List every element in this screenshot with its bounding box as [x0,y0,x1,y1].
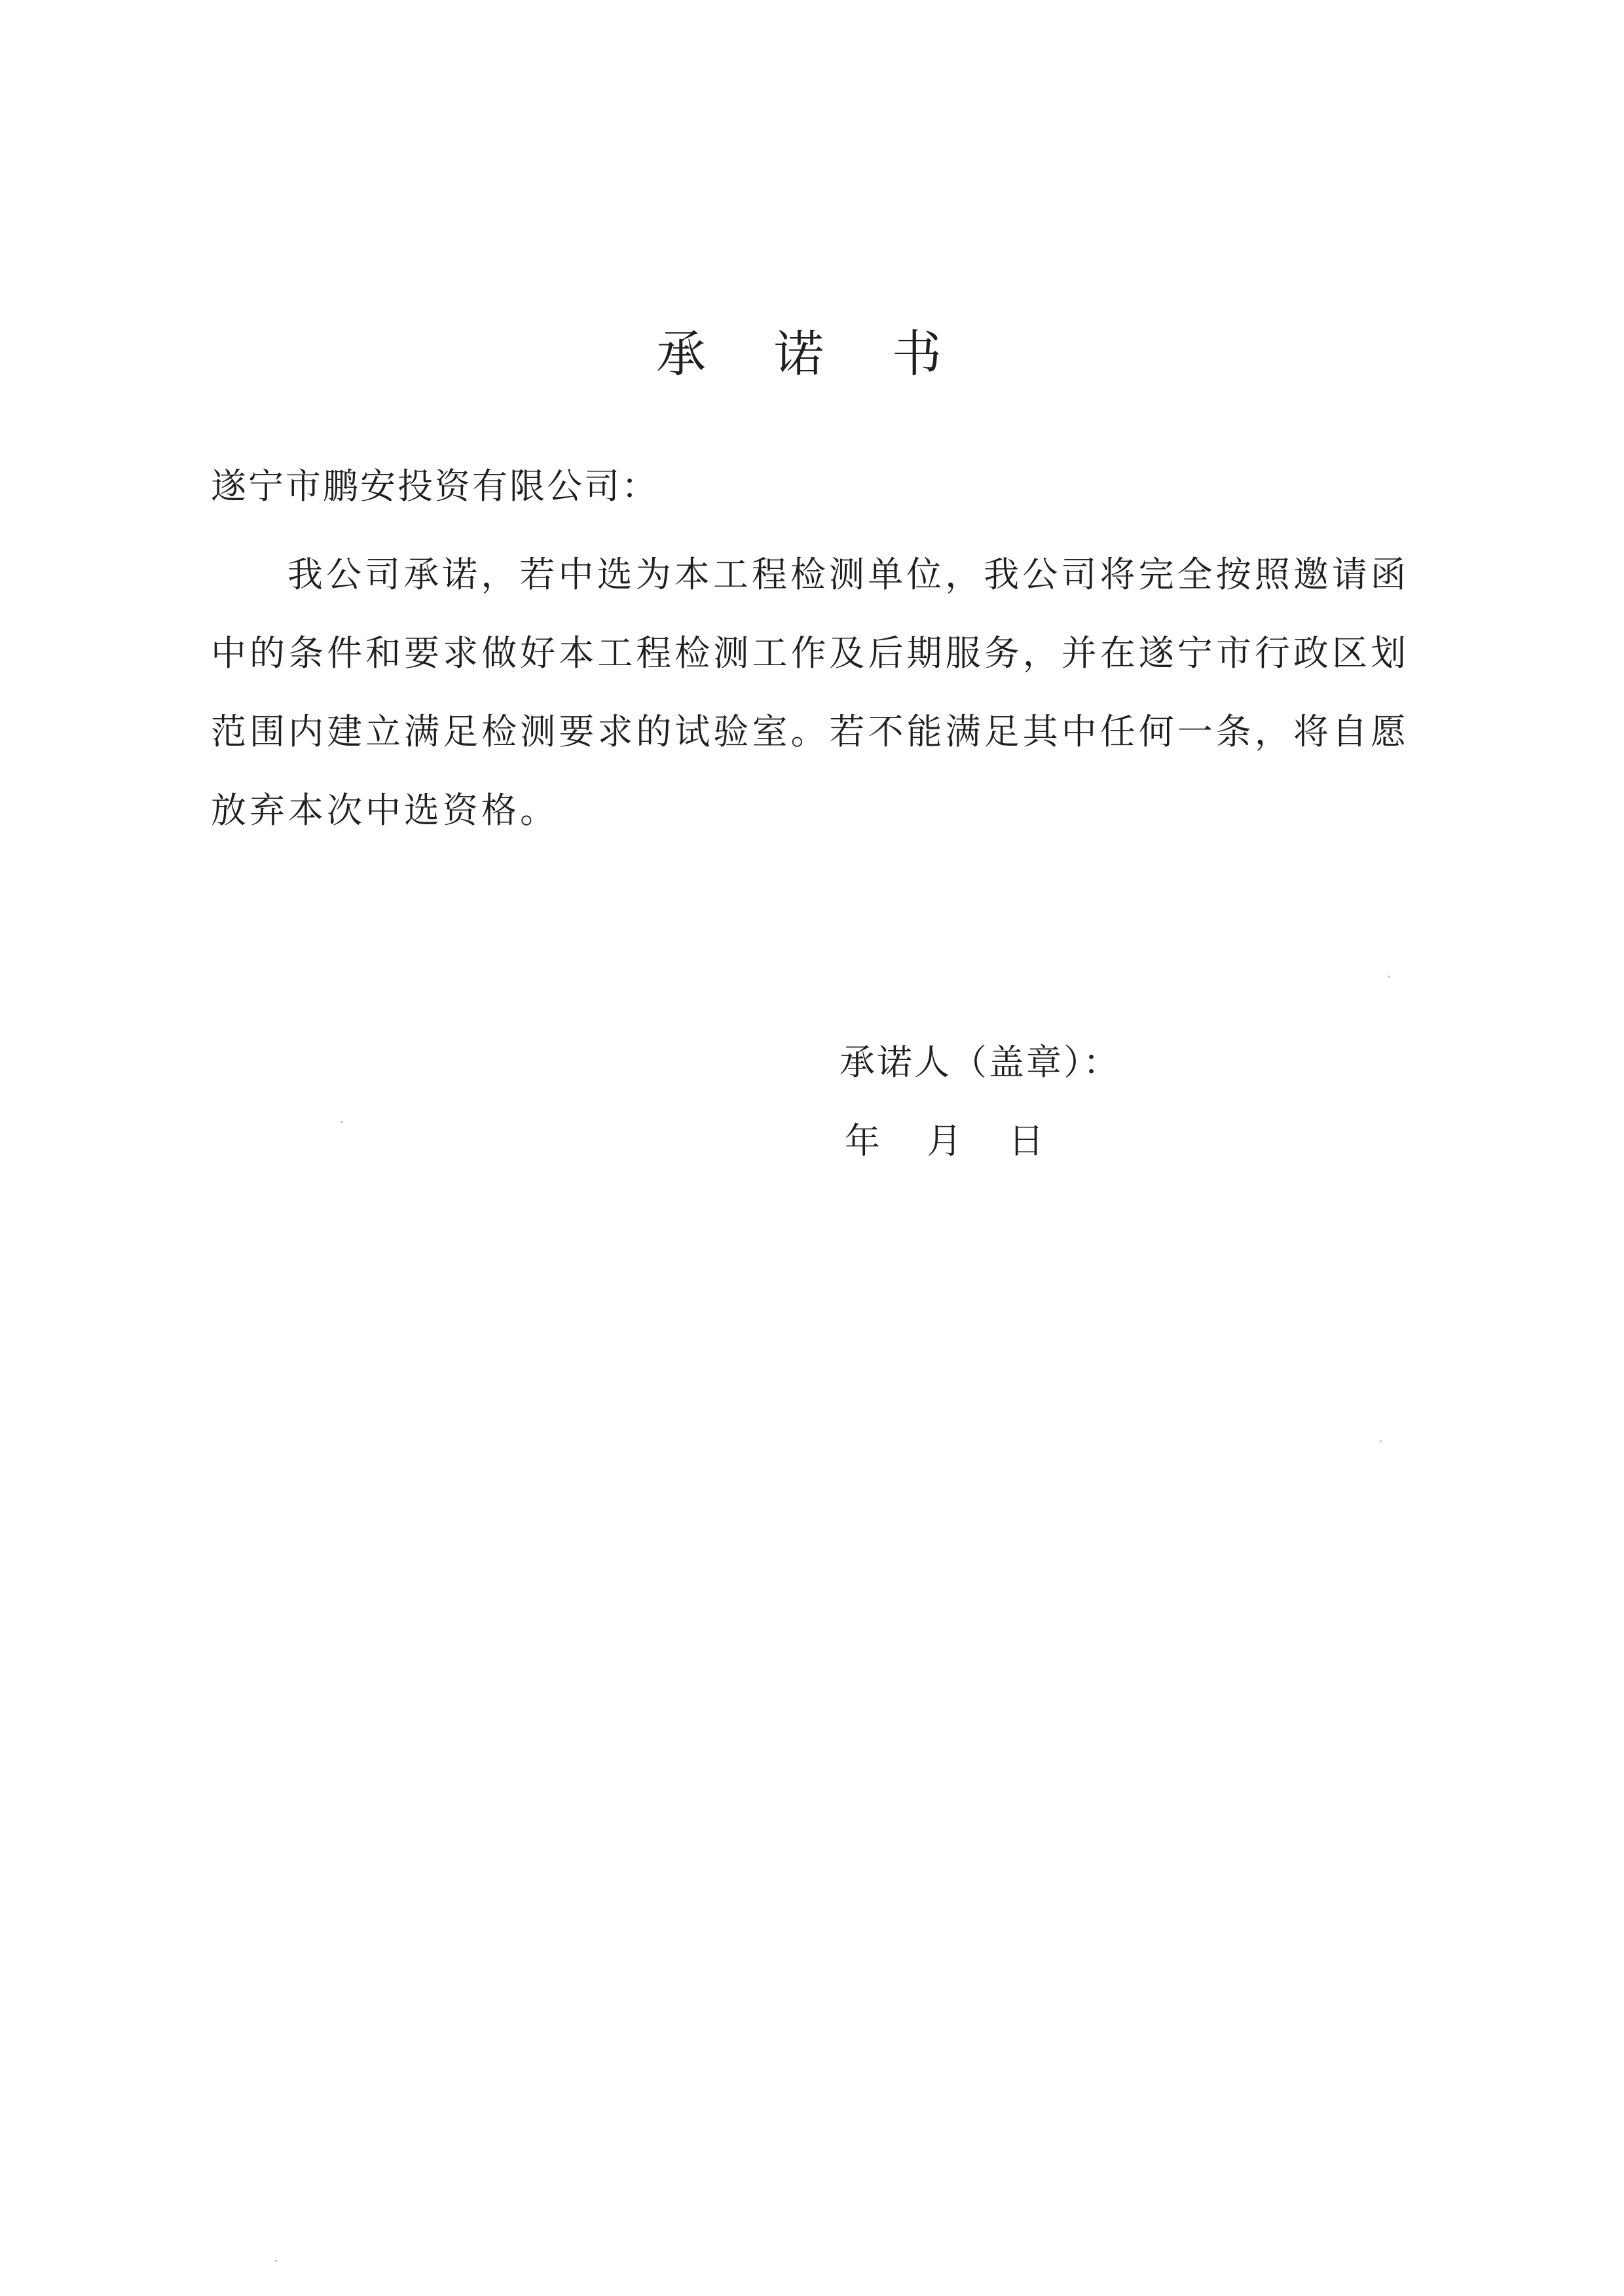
commitment-body: 我公司承诺，若中选为本工程检测单位，我公司将完全按照邀请函中的条件和要求做好本工程检测工作及后期服务，并在遂宁市行政区划范围内建立满足检测要求的试验室。若不能满足其中任何一条，将自愿放弃本次中选资格。 [211,554,1409,831]
date-day-label: 日 [1008,1120,1044,1161]
scan-speck [341,1121,342,1123]
date-year-label: 年 [845,1120,880,1161]
scan-speck [1388,975,1390,977]
document-title: 承 诺 书 [655,325,969,383]
salutation: 遂宁市鹏安投资有限公司： [211,465,659,507]
date-line [845,1113,1061,1163]
date-month-label: 月 [927,1120,962,1161]
scan-speck [275,2260,277,2262]
scan-speck [1380,1440,1382,1442]
signature-label: 承诺人（盖章）： [840,1042,1120,1083]
